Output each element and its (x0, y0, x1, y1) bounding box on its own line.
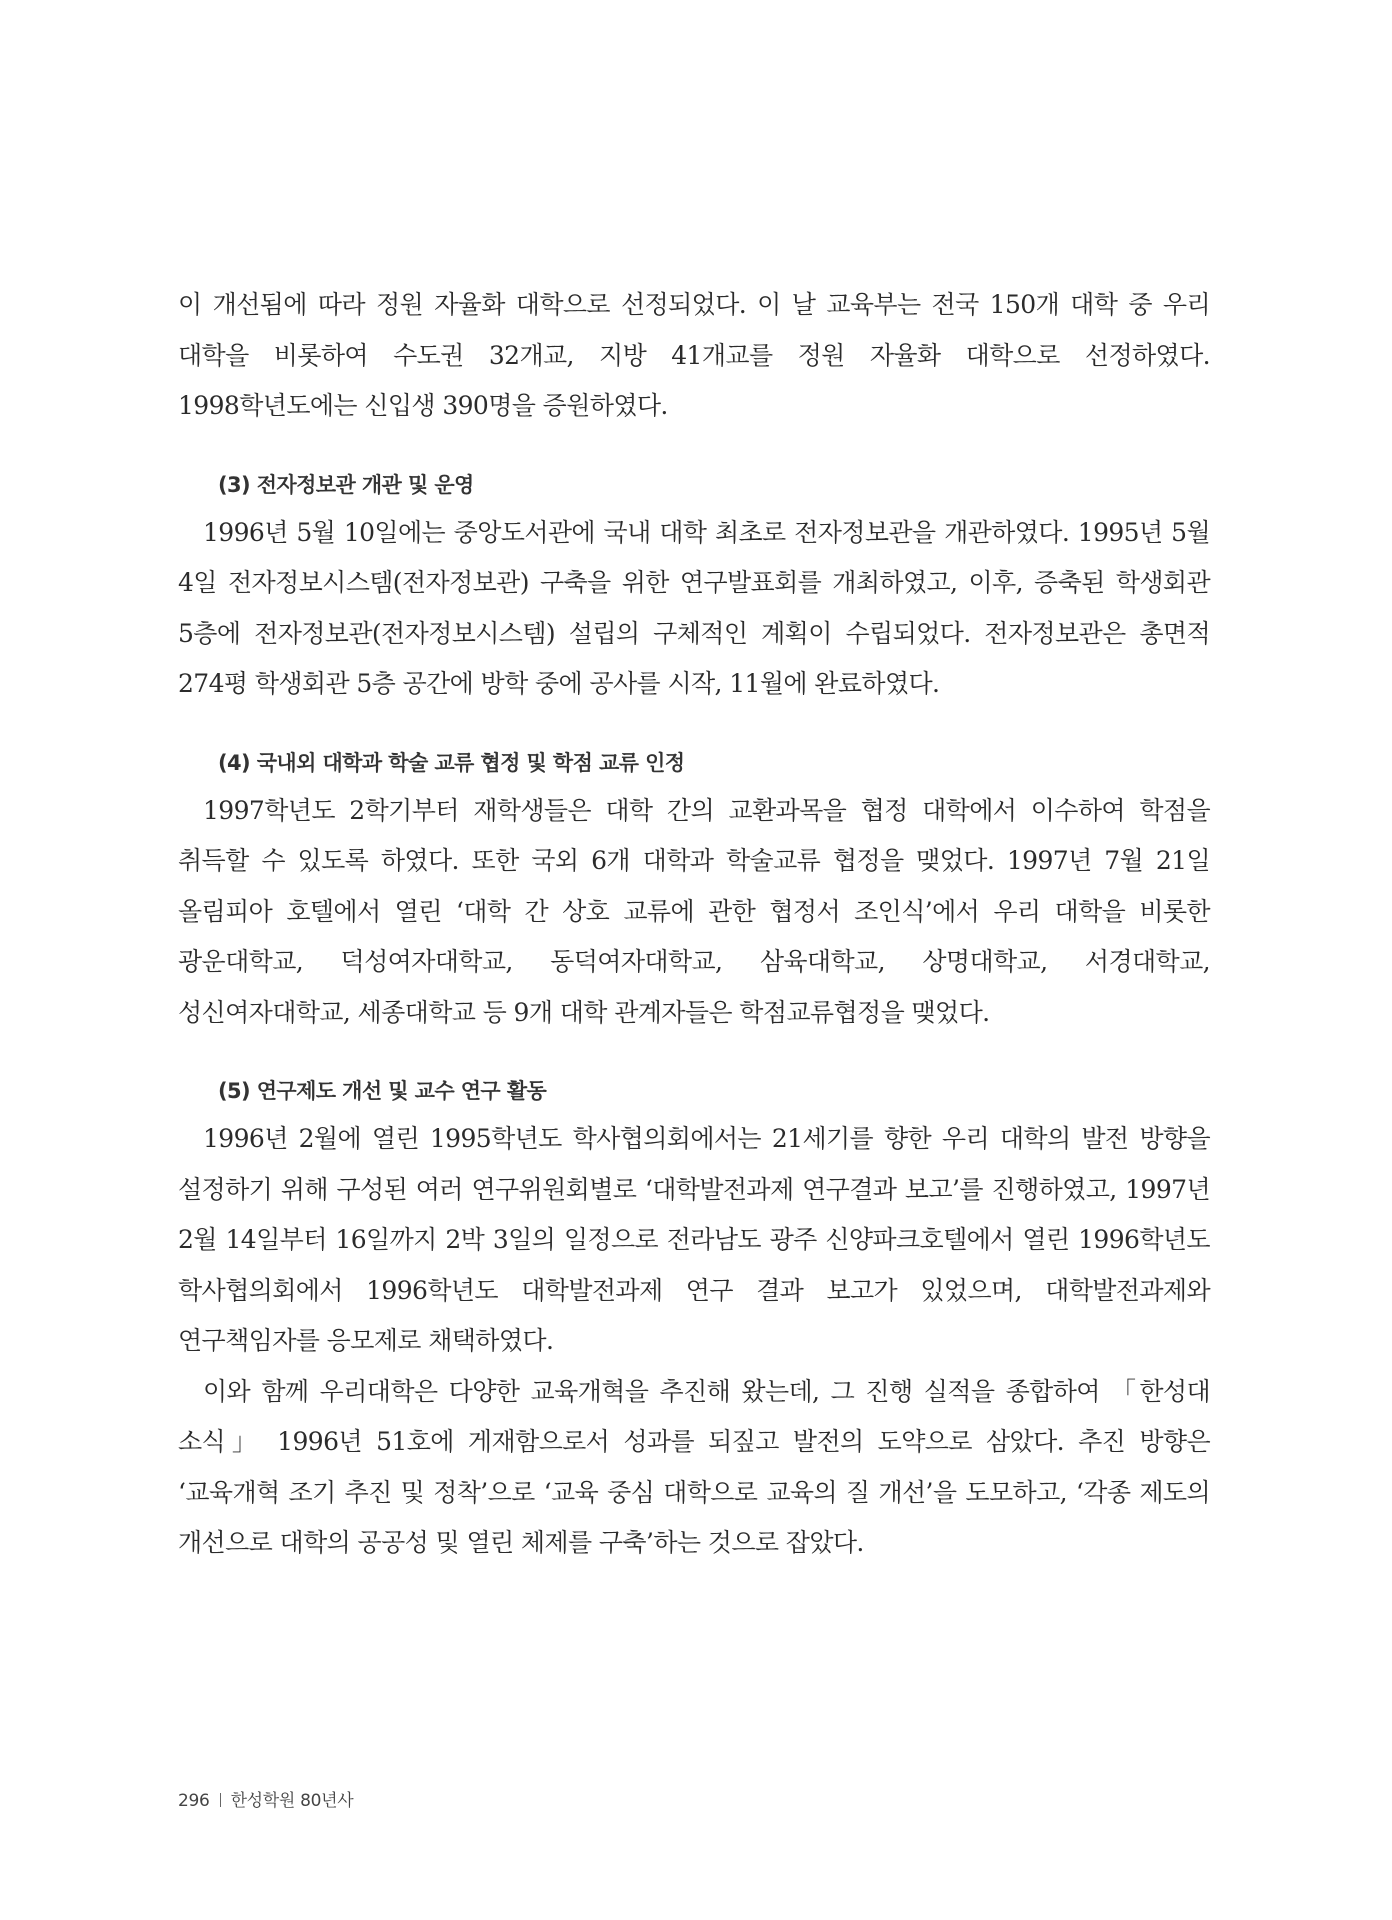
body-paragraph: 1996년 2월에 열린 1995학년도 학사협의회에서는 21세기를 향한 우리 대학의 발전 방향을 설정하기 위해 구성된 여러 연구위원회별로 ‘대학발전과제 연구결과 보고’를 진행하였고, 1997년 2월 14일부터 16일까지 2박 3일의 일정으로 전라남도 광주 신양파크호텔에서 열린 1996학년도 학사협의회에서 1996학년도 대학발전과제 연구 결과 보고가 있었으며, 대학발전과제와 연구책임자를 응모제로 채택하였다. (178, 1124, 1210, 1355)
section-heading: (5) 연구제도 개선 및 교수 연구 활동 (218, 1079, 547, 1103)
section-heading: (3) 전자정보관 개관 및 운영 (218, 472, 474, 497)
page-number: 296 (178, 1791, 210, 1811)
page-footer (178, 1786, 353, 1811)
footer-separator (220, 1793, 221, 1807)
body-paragraph: 1997학년도 2학기부터 재학생들은 대학 간의 교환과목을 협정 대학에서 이수하여 학점을 취득할 수 있도록 하였다. 또한 국외 6개 대학과 학술교류 협정을 맺었다. 1997년 7월 21일 올림피아 호텔에서 열린 ‘대학 간 상호 교류에 관한 협정서 조인식’에서 우리 대학을 비롯한 광운대학교, 덕성여자대학교, 동덕여자대학교, 삼육대학교, 상명대학교, 서경대학교, 성신여자대학교, 세종대학교 등 9개 대학 관계자들은 학점교류협정을 맺었다. (178, 795, 1210, 1027)
section-5 (178, 1074, 1210, 1569)
section-heading: (4) 국내외 대학과 학술 교류 협정 및 학점 교류 인정 (218, 750, 685, 775)
body-paragraph: 이와 함께 우리대학은 다양한 교육개혁을 추진해 왔는데, 그 진행 실적을 종합하여 「한성대 소식」 1996년 51호에 게재함으로서 성과를 되짚고 발전의 도약으로 삼았다. 추진 방향은 ‘교육개혁 조기 추진 및 정착’으로 ‘교육 중심 대학으로 교육의 질 개선’을 도모하고, ‘각종 제도의 개선으로 대학의 공공성 및 열린 체제를 구축’하는 것으로 잡았다. (178, 1376, 1210, 1557)
intro-paragraph: 이 개선됨에 따라 정원 자율화 대학으로 선정되었다. 이 날 교육부는 전국 150개 대학 중 우리 대학을 비롯하여 수도권 32개교, 지방 41개교를 정원 자율화 대학으로 선정하였다. 1998학년도에는 신입생 390명을 증원하였다. (178, 290, 1210, 420)
section-3 (178, 468, 1210, 710)
section-4 (178, 746, 1210, 1039)
page-body (178, 280, 1210, 1569)
book-title: 한성학원 80년사 (230, 1791, 354, 1811)
body-paragraph: 1996년 5월 10일에는 중앙도서관에 국내 대학 최초로 전자정보관을 개관하였다. 1995년 5월 4일 전자정보시스템(전자정보관) 구축을 위한 연구발표회를 개최하였고, 이후, 증축된 학생회관 5층에 전자정보관(전자정보시스템) 설립의 구체적인 계획이 수립되었다. 전자정보관은 총면적 274평 학생회관 5층 공간에 방학 중에 공사를 시작, 11월에 완료하였다. (178, 517, 1210, 698)
